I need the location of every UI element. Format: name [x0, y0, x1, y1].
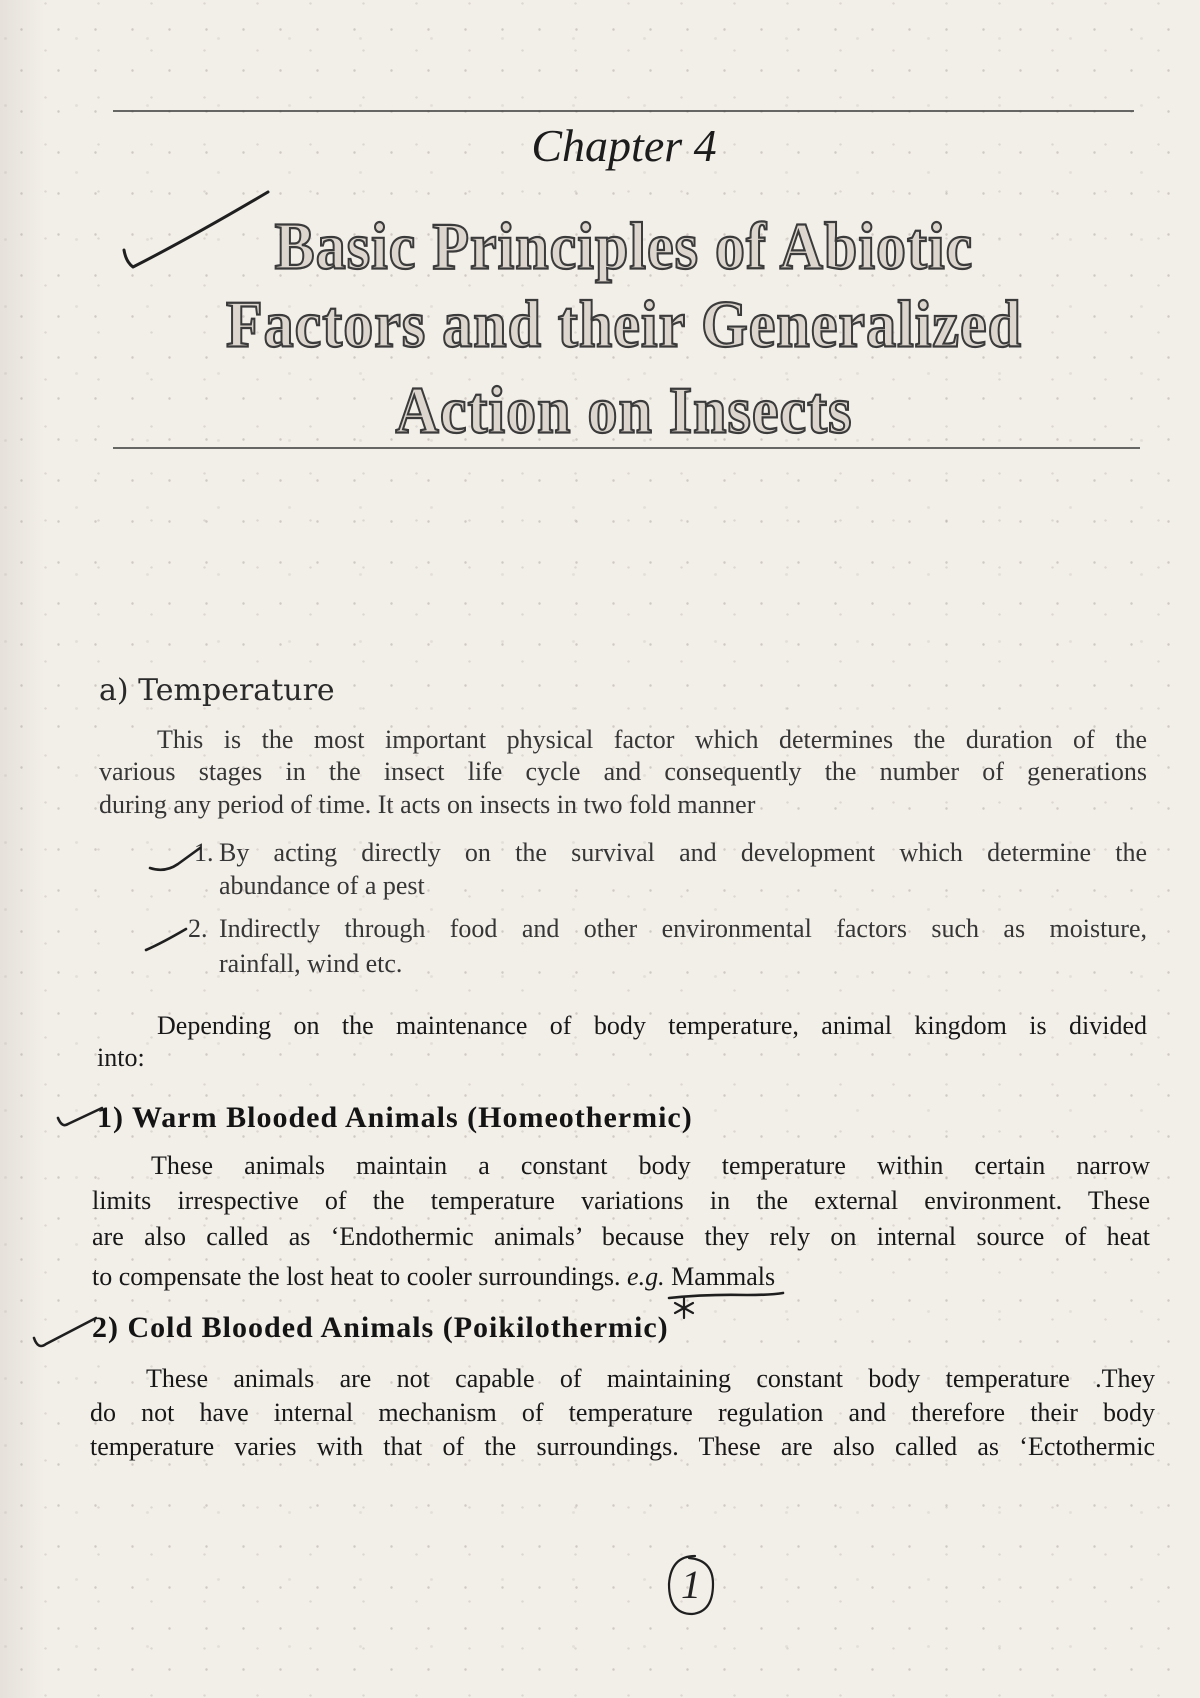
cold-blooded-line: do not have internal mechanism of temperature regulation and therefore their body [90, 1398, 1155, 1427]
example-mammals [671, 1260, 775, 1294]
warm-blooded-line [92, 1260, 775, 1294]
heading-warm-blooded [97, 1098, 693, 1138]
list-item-2-checkmark-icon [146, 929, 186, 950]
handwritten-asterisk-icon [671, 1292, 697, 1318]
page-number [665, 1552, 717, 1618]
list-item-line: abundance of a pest [219, 871, 425, 900]
cold-blooded-line: temperature varies with that of the surroundings. These are also called as ‘Ectothermic [90, 1432, 1155, 1461]
warm-blooded-line: are also called as ‘Endothermic animals’ because they rely on internal source of heat [92, 1222, 1150, 1251]
warm-heading-checkmark-icon [58, 1108, 102, 1125]
intro-line: various stages in the insect life cycle and consequently the number of generations [99, 757, 1147, 786]
chapter-title-line-3: Action on Insects [395, 373, 853, 447]
warm-blooded-line: limits irrespective of the temperature variations in the external environment. These [92, 1186, 1150, 1215]
chapter-title-line-2: Factors and their Generalized [225, 287, 1023, 361]
page-number-text: 1 [681, 1562, 701, 1607]
example-prefix: e.g. [627, 1262, 665, 1291]
cold-blooded-line: These animals are not capable of maintaining constant body temperature .They [146, 1364, 1155, 1393]
list-item-line: Indirectly through food and other environmental factors such as moisture, [219, 914, 1147, 943]
closing-text: to compensate the lost heat to cooler surroundings. [92, 1262, 621, 1291]
cold-heading-checkmark-icon [34, 1318, 96, 1346]
list-number: 1. [194, 838, 214, 867]
chapter-title-line-1: Basic Principles of Abiotic [274, 209, 974, 283]
list-number: 2. [188, 914, 208, 943]
list-item-line: By acting directly on the survival and development which determine the [219, 838, 1147, 867]
example-text: Mammals [671, 1262, 776, 1291]
bottom-rule [113, 447, 1140, 449]
top-rule [113, 110, 1134, 112]
heading-cold-blooded-text: 2) Cold Blooded Animals (Poikilothermic) [92, 1311, 669, 1344]
heading-cold-blooded [92, 1308, 697, 1348]
heading-warm-blooded-text: 1) Warm Blooded Animals (Homeothermic) [97, 1101, 693, 1134]
intro-line: This is the most important physical factor which determines the duration of the [157, 725, 1147, 754]
division-line: into: [97, 1043, 145, 1072]
list-item-1-checkmark-icon [150, 848, 200, 870]
chapter-label: Chapter 4 [531, 120, 717, 171]
division-line: Depending on the maintenance of body temperature, animal kingdom is divided [157, 1011, 1147, 1040]
intro-line: during any period of time. It acts on insects in two fold manner [99, 790, 756, 819]
section-heading-temperature: a) Temperature [99, 673, 335, 708]
list-item-line: rainfall, wind etc. [219, 949, 403, 978]
warm-blooded-line: These animals maintain a constant body temperature within certain narrow [151, 1151, 1150, 1180]
